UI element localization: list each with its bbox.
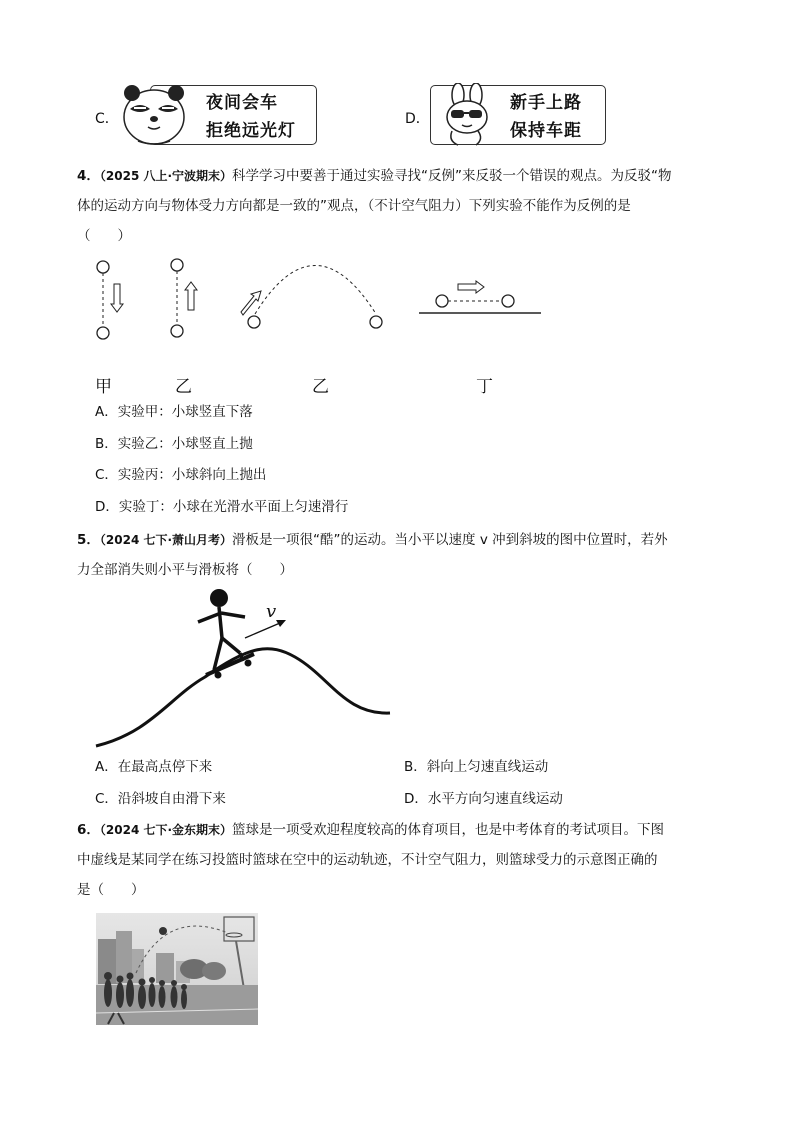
question-number: 4． xyxy=(77,168,100,184)
sign-line-2: 拒绝远光灯 xyxy=(206,121,296,141)
q6-stem-line-2: 中虚线是某同学在练习投篮时篮球在空中的运动轨迹，不计空气阻力，则篮球受力的示意图正确的 xyxy=(77,852,658,868)
q5-choice-b[interactable]: B．斜向上匀速直线运动 xyxy=(404,759,549,775)
diagram-label-bing: 乙 xyxy=(312,377,329,397)
velocity-label: v xyxy=(266,601,277,622)
diagram-label-jia: 甲 xyxy=(95,377,112,397)
q4-stem-line-1 xyxy=(77,166,672,186)
experiment-bing xyxy=(241,266,382,329)
experiment-jia xyxy=(97,261,123,339)
question-source: （2025 八上·宁波期末） xyxy=(99,169,233,183)
experiment-yi xyxy=(171,259,197,337)
q4-choice-d[interactable]: D．实验丁：小球在光滑水平面上匀速滑行 xyxy=(95,499,349,515)
q4-answer-blank: （ ） xyxy=(77,228,131,244)
question-text: 篮球是一项受欢迎程度较高的体育项目，也是中考体育的考试项目。下图 xyxy=(232,822,665,838)
q6-stem-line-1 xyxy=(77,820,664,840)
option-c-sign xyxy=(120,83,320,147)
q5-choice-d[interactable]: D．水平方向匀速直线运动 xyxy=(404,791,563,807)
diagram-label-yi: 乙 xyxy=(175,377,192,397)
sign-line-1: 夜间会车 xyxy=(206,93,278,113)
option-d-letter: D． xyxy=(405,111,430,127)
question-source: （2024 七下·金东期末） xyxy=(99,823,233,837)
question-text: 科学学习中要善于通过实验寻找“反例”来反驳一个错误的观点。为反驳“物 xyxy=(232,168,672,184)
skateboard-slope-diagram xyxy=(90,585,400,755)
panda-icon xyxy=(120,83,190,147)
question-text: 滑板是一项很“酷”的运动。当小平以速度 v 冲到斜坡的图中位置时，若外 xyxy=(232,532,668,548)
q4-choice-c[interactable]: C．实验丙：小球斜向上抛出 xyxy=(95,467,267,483)
q5-choice-a[interactable]: A．在最高点停下来 xyxy=(95,759,213,775)
question-source: （2024 七下·萧山月考） xyxy=(99,533,233,547)
diagram-label-ding: 丁 xyxy=(476,377,493,397)
option-d-sign xyxy=(430,83,608,147)
question-number: 5． xyxy=(77,532,100,548)
q4-stem-line-2: 体的运动方向与物体受力方向都是一致的”观点，（不计空气阻力）下列实验不能作为反例的是 xyxy=(77,198,631,214)
q5-choice-c[interactable]: C．沿斜坡自由滑下来 xyxy=(95,791,226,807)
q5-stem-line-2: 力全部消失则小平与滑板将（ ） xyxy=(77,562,293,578)
sign-line-2: 保持车距 xyxy=(510,121,582,141)
question-number: 6． xyxy=(77,822,100,838)
experiment-ding xyxy=(419,281,541,313)
q4-experiment-diagram xyxy=(80,252,560,342)
q4-choice-b[interactable]: B．实验乙：小球竖直上抛 xyxy=(95,436,253,452)
q6-stem-line-3: 是（ ） xyxy=(77,882,145,898)
sign-line-1: 新手上路 xyxy=(510,93,582,113)
basketball-photo xyxy=(96,913,258,1025)
rabbit-sunglasses-icon xyxy=(438,83,498,147)
option-c-letter: C． xyxy=(95,111,119,127)
q4-choice-a[interactable]: A．实验甲：小球竖直下落 xyxy=(95,404,253,420)
q5-stem-line-1 xyxy=(77,530,668,550)
